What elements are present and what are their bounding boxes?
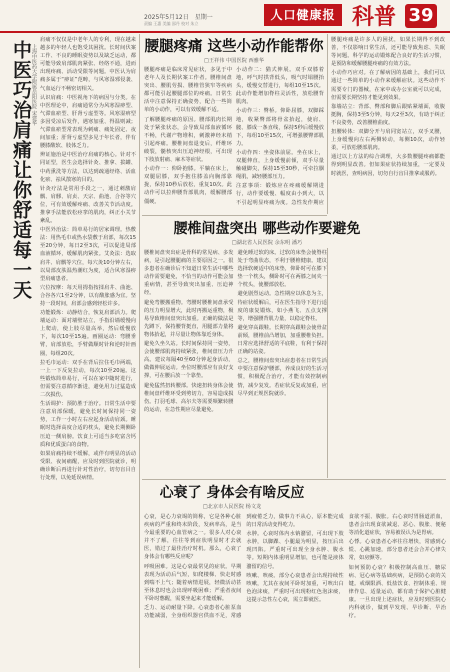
masthead-rule [0,31,450,33]
paragraph: 避免弯腰搬重物。弯腰时腰椎间盘承受的压力明显增大，此时再搬运重物，极易导致椎间盘突出加重。正确的做法是先蹲下，保持腰背挺直，用腿部力量将物体抬起，并尽量让物体靠近身体。 [144,299,234,338]
paragraph: 避免穿高跟鞋。长期穿高跟鞋会使骨盆前倾，腰椎前凸增加，加重腰椎负担。日常应选择舒适的平底鞋，有利于保持正确的站姿。 [237,324,327,356]
paragraph: 心衰，是心力衰竭的简称，它是各种心脏疾病的严重和终末阶段，发病率高，是当今最重要的心血管病之一。很多人对心衰并不了解，往往等到症状明显时才去就医，错过了最佳治疗时机。那么，心衰了身体会有哪些反应呢？ [144,514,242,561]
column-divider [327,248,328,478]
column-divider [139,34,140,668]
paragraph: 食欲不振、腹胀。右心衰时胃肠道淤血，患者会出现食欲减退、恶心、腹胀、便秘等消化道症状，容易被误认为是胃病。 [348,514,446,537]
paragraph: 生活调护：预防胜于治疗。日常生活中要注意肩部保暖，避免长时间保持同一姿势，工作一小时左右应起身活动肩颈。睡眠时选择高度合适的枕头，避免长期侧卧压迫一侧肩膀。饮食上可适当多吃富含钙质和优质蛋白的食物。 [40,401,136,448]
paragraph: 认识肩痛：中医视角下的病因与分类。在中医理论中，肩痛通常分为风寒湿痹型、气滞血瘀型、肝肾亏虚型等。风寒湿痹型多因受凉后发作，遇寒加重、得温则减；气滞血瘀型常表现为刺痛、痛处固定、夜间加重；肝肾亏虚型多见于年长者，伴有腰膝酸软、肢体乏力。 [40,94,136,150]
paragraph: 肩痛不仅仅是中老年人的专利，现在越来越多的年轻人也饱受其困扰。长时间伏案工作、不良的睡眠姿势以及缺乏运动，都可能导致肩部肌肉紧张、经络不通，进而出现疼痛、活动受限等问题。中医认为肩痛多属于“痹证”范畴，与风寒湿邪侵袭、气血运行不畅密切相关。 [40,37,136,92]
paragraph: 功能锻炼：动静结合，恢复肩部活力。爬墙运动：面对墙壁站立，手指沿墙缓慢向上爬动，使上肢尽量高举，然后缓慢放下，每次10至15遍。画圈运动：弯腰垂臂，肩部放松，手臂做顺时针和逆时针画圈，每组20次。 [40,310,136,357]
issue-date: 2025年5月12日 星期一 [144,14,213,21]
article3-body [144,513,446,668]
article1-headline: 腰腿疼痛 这些小动作能帮你 [144,38,324,55]
section-divider [142,479,446,480]
paragraph: 小动作巧应对。在了解病因的基础上，我们可以通过一些简单的小动作来缓解症状。这些动作不需要专门的器械，在家中或办公室就可以完成，但需要长期坚持才能见到效果。 [331,70,445,101]
paragraph: 避免剧烈运动。急性期应以休息为主，待症状缓解后，可在医生指导下进行适度的康复锻炼，如小燕飞、五点支撑等，增强腰背肌力量，以稳定脊柱。 [237,291,327,322]
paragraph: 扭腰转体：双脚分开与肩同宽站立，双手叉腰，上身缓慢向左右两侧转动，每侧10次，动作轻柔，可放松腰部肌肉。 [331,129,445,152]
article2-byline: □湖北省人民医院 余东明 潘巧 [231,240,303,246]
left-article-author: 上海中医药大学附属岳阳医院 宋建华 [31,44,37,126]
paragraph: 靠墙站立：背部、臀部和脚后跟贴紧墙面，收腹挺胸，保持3至5分钟，每天2至3次，有助于纠正不良姿势，改善腰椎曲度。 [331,103,445,126]
paragraph: 注意事项：锻炼应在疼痛缓解期进行，动作要缓慢、幅度由小到大，以不引起明显疼痛为度。急性发作期应 [236,183,324,206]
paragraph: 小动作三：臀桥。仰卧屈膝，双脚踩地，收紧臀部将骨盆抬起，使肩、髋、膝成一条直线，保持5秒后缓慢放下，每组10至15次，可增强腰臀部肌力。 [236,108,324,147]
paragraph: 避免久坐久站。长时间保持同一姿势，会使腰部肌肉持续紧张，椎间盘压力升高。建议每隔40至60分钟起身活动，做做伸展运动。坐位时腰部应有良好支撑，可在腰后放一个靠垫。 [144,341,234,380]
article1-side-body [331,36,445,476]
left-article-title: 中医巧治肩痛让你舒适每一天 [10,40,32,300]
article2-headline: 腰椎间盘突出 哪些动作要避免 [173,221,361,237]
editor-credits: 责编 王惠 美编 邵丹 校对 朱立 [144,21,199,26]
paragraph: 腰椎间盘突出症是骨科的常见病、多发病，是引起腰腿痛的主要原因之一。很多患者在确诊后不知道日常生活中哪些动作需要避免，不恰当的动作可能会加重病情，甚至导致突出加重、压迫神经。 [144,250,234,297]
paragraph: 总之，腰椎间盘突出症患者在日常生活中要注意保护腰部，养成良好的生活习惯，积极配合治疗，才能有效控制病情，减少复发。若症状反复或加重，应尽早到正规医院就诊。 [237,358,327,397]
paragraph: 避免猛然扭转腰部。快速扭转身体会使椎间盘纤维环受到剪切力，容易造成损伤。打羽毛球、高尔夫等需要频繁转腰的运动，在急性期应尽量避免。 [144,382,234,413]
paragraph: 小动作二：猫式伸展。双手双膝着地，呼气时拱背低头，吸气时塌腰抬头，缓慢交替进行，每组10至15次。此动作能增加脊柱灵活性，放松腰背肌肉。 [236,67,324,106]
paragraph: 针灸疗法是常用手段之一，通过刺激肩髃、肩髎、肩贞、天宗、曲池、合谷等穴位，可有效缓解疼痛、改善关节活动度。推拿手法能放松痉挛的肌肉，纠正小关节紊乱。 [40,185,136,225]
section-title: 科普 [352,4,397,30]
page-number-badge: 39 [405,4,437,28]
paragraph: 穴位按摩：每天用拇指按揉肩井、曲池、合谷各穴1至2分钟，以有酸胀感为宜。坚持一段时间，肩部会感到轻松许多。 [40,284,136,307]
section-divider [142,215,327,216]
paragraph: 咳嗽、咳痰。部分心衰患者会出现持续性咳嗽，尤其在夜间平卧时加重，可咳出白色泡沫痰，严重时可出现粉红色泡沫痰，这提示急性左心衰，需立即就医。 [246,572,344,603]
article3-headline: 心衰了 身体会有啥反应 [159,485,305,501]
paragraph: 拉毛巾运动：双手在背后拉住毛巾两端，一上一下反复拉动，每次10至20遍。这些锻炼简单易行，可以在家中随时进行，但需要注意循序渐进，避免用力过猛造成二次损伤。 [40,359,136,399]
paragraph: 如果肩痛持续不缓解，或伴有明显的活动受限、夜间痛醒，应及时到医院就诊，明确诊断后再进行针对性治疗，切勿盲目自行处理，以免延误病情。 [40,450,136,481]
masthead [0,0,450,30]
newspaper-logo: 人口健康报 [264,4,342,26]
paragraph: 避免睡过软的床。过软的床垫会使脊柱处于弯曲状态，不利于腰椎健康。建议选择软硬适中的床垫，仰卧时可在膝下垫一个枕头，侧卧时可在两膝之间夹一个枕头，使腰部放松。 [237,250,327,289]
article3-byline: □北京市人民医院 杨文龙 [202,504,262,510]
paragraph: 如何预防心衰？积极控制高血压、糖尿病、冠心病等基础疾病，是预防心衰的关键。戒烟限酒、低盐饮食、控制体重、规律作息、适量运动，都有助于保护心脏健康。一旦出现上述症状，应及时到医院心内科就诊，做到早发现、早诊断、早治疗。 [348,564,446,620]
paragraph: 通过以上方法的综合调理，大多数腰腿疼痛都能得到明显改善。但如果症状持续加重，一定要及时就医，查明病因，切勿自行盲目推拿或服药。 [331,154,445,177]
paragraph: 中医外治法：简单易行的居家调理。热敷法：用热毛巾或热水袋敷于肩部，每次15至20分钟，每日2至3次，可以促进局部血液循环，缓解肌肉紧张。艾灸法：选取肩井、肩髃等穴位，每穴灸10分钟左右，以局部皮肤温热潮红为度，适合风寒湿痹型肩痛患者。 [40,227,136,282]
paragraph: 小动作一：仰卧抱膝。平躺在床上，双腿屈膝，双手抱住膝盖向胸部靠拢，保持10秒后放松，重复10次。此动作可以拉伸腰背部肌肉，缓解腰部僵硬。 [144,166,232,205]
paragraph: 了解腰腿疼痛的原因。腰部肌肉长期处于紧张状态，会导致局部血液循环不畅，代谢产物堆积，刺激神经末梢引起疼痛。腰椎间盘退变后，纤维环破裂，髓核突出压迫神经根，可出现下肢放射痛、麻木等症状。 [144,116,232,164]
article2-body [144,249,327,475]
column-divider [327,34,328,214]
paragraph: 腰腿疼痛是临床常见症状，多见于中老年人及长期伏案工作者。腰椎间盘突出、腰肌劳损、腰椎管狭窄等疾病都可能引起腰腿部位的疼痛。日常生活中注意保持正确姿势，配合一些简单的小动作，可以有效缓解不适。 [144,67,232,114]
paragraph: 腰腿疼痛是许多人的困扰，如果长期得不到改善，不仅影响日常生活，还可能导致焦虑、失眠等问题。科学的运动锻炼配合良好的生活习惯，是预防和缓解腰腿疼痛的有效方法。 [331,37,445,68]
article1-body [144,66,324,212]
left-article-body [40,36,136,666]
paragraph: 心悸。心衰患者心率往往增快，常感到心慌、心跳加速，部分患者还会合并心律失常，如房颤等。 [348,539,446,562]
paragraph: 水肿。心衰时体内水钠潴留，可出现下肢水肿，以脚踝、小腿最为明显，按压后出现凹陷。严重时可出现全身水肿、腹水等。短期内体重明显增加，也可能是液体潴留的信号。 [246,531,344,570]
paragraph: 小动作四：坐姿体前屈。坐在床上，双腿伸直，上身缓慢前倾，双手尽量触碰脚尖，保持15至30秒，可牵拉腘绳肌，减轻腰部压力。 [236,149,324,181]
paragraph: 乏力、运动耐量下降。心衰患者心脏泵血功能减弱，全身组织器官供血不足，常感到疲倦乏力，做事力不从心，原本能完成的日常活动变得吃力。 [144,514,344,620]
paragraph: 辨证施治是中医治疗肩痛的核心。针对不同证型，医生会选择针灸、推拿、拔罐、中药熏洗等方法，以达到疏通经络、活血化瘀、祛风散寒的目的。 [40,152,136,183]
article1-byline: □王祥伟 中国医院 西雅华 [203,58,265,64]
paragraph: 呼吸困难。这是心衰最常见的症状。早期表现为活动后气短，如爬楼梯、快走时感到喘不上气；随着病情进展，轻微活动甚至休息时也会出现呼吸困难；严重者夜间平卧时憋醒，需要坐起来才能缓解。 [144,563,242,602]
